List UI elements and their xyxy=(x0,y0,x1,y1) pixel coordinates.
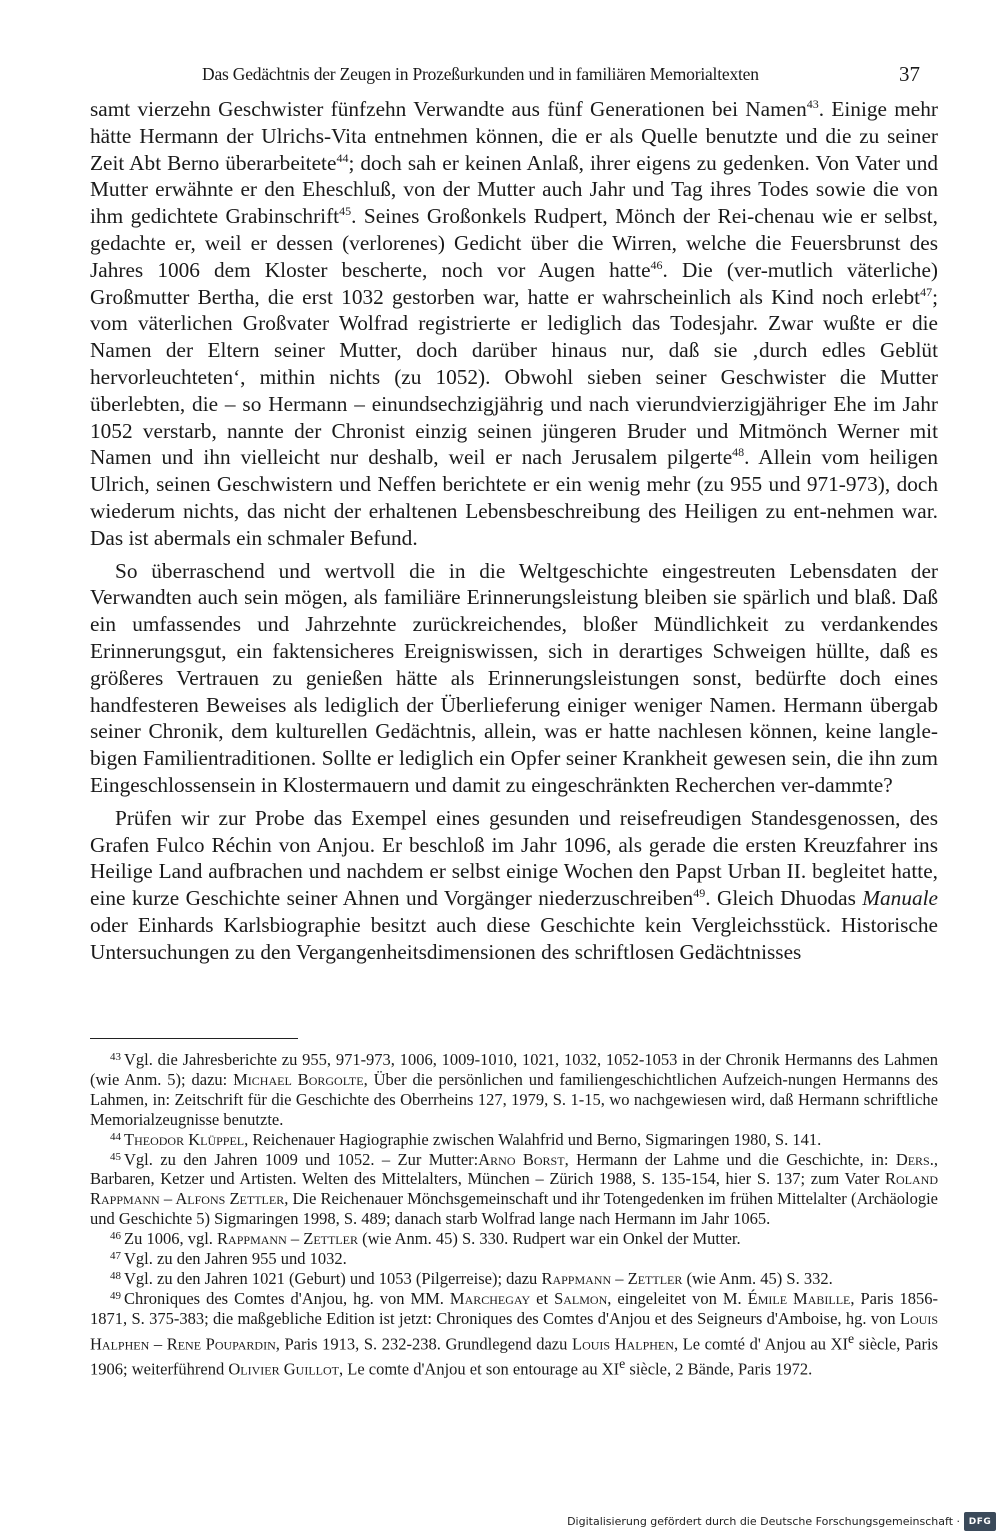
footnote-ref-48[interactable]: 48 xyxy=(732,445,745,460)
text-run: . Gleich Dhuodas xyxy=(705,886,863,911)
footnote-number: 45 xyxy=(110,1150,121,1163)
superscript: e xyxy=(619,1356,626,1372)
paragraph-1 xyxy=(90,96,938,552)
text-run: Prüfen wir zur Probe das Exempel eines gesunden und reisefreudigen Standesgenossen, des Grafen Fulco Réchin von Anjou. Er beschloß im Jahr 1096, als gerade die ersten Kreuzfahrer ins Heilige Land aufbrachen und nachdem er selbst einige Wochen den Papst Urban II. begleitet hatte, eine kurze Geschichte seiner Ahnen und Vorgänger niederzuschreiben xyxy=(90,805,938,911)
author-name: Émile Mabille xyxy=(747,1288,851,1308)
author-name: Ders. xyxy=(895,1149,934,1169)
footnote-46 xyxy=(90,1229,938,1249)
text-run: , Paris 1856-1871, S. 375-383; die maßgebliche Edition ist jetzt: Chroniques des Comtes d'Anjou et des Seigneurs d'Amboise, hg. von xyxy=(90,1288,938,1328)
page-number: 37 xyxy=(899,62,920,86)
text-run: Vgl. die Jahresberichte zu 955, 971-973, 1006, 1009-1010, 1021, 1032, 1052-1053 in der Chronik Hermanns des Lahmen (wie Anm. 5); dazu: xyxy=(90,1050,938,1089)
footnote-43 xyxy=(90,1050,938,1130)
text-run: ; doch sah er keinen Anlaß, ihrer eigens zu gedenken. Von Vater und Mutter erwähnte er den Eheschluß, von der Mutter auch Jahr und Tag ihres Todes sowie die von ihm gedichtete Grabinschrift xyxy=(90,150,939,229)
footnote-ref-43[interactable]: 43 xyxy=(806,97,819,111)
author-name: Rappmann – Zettler xyxy=(541,1268,683,1288)
running-title: Das Gedächtnis der Zeugen in Prozeßurkunden und in familiären Memorialtexten xyxy=(202,64,759,84)
footnote-47 xyxy=(90,1249,938,1269)
footnote-ref-46[interactable]: 46 xyxy=(650,257,663,272)
footnote-45 xyxy=(90,1150,938,1230)
paragraph-3 xyxy=(90,805,938,966)
text-run: siècle, 2 Bände, Paris 1972. xyxy=(625,1359,813,1379)
superscript: e xyxy=(847,1330,855,1346)
text-run: Vgl. zu den Jahren 1009 und 1052. – Zur Mutter: xyxy=(124,1149,479,1169)
text-run: , Paris 1913, S. 232-238. Grundlegend dazu xyxy=(275,1334,572,1354)
text-run: , Le comte d'Anjou et son entourage au XI xyxy=(338,1359,620,1379)
author-name: Arno Borst xyxy=(478,1149,565,1169)
text-run: Vgl. zu den Jahren 955 und 1032. xyxy=(124,1249,347,1269)
author-name: Louis Halphen – Rene Poupardin xyxy=(90,1308,938,1354)
text-run: . Die (ver-mutlich väterliche) Großmutter Bertha, die erst 1032 gestorben war, hatte er wahrscheinlich als Kind noch erlebt xyxy=(90,257,938,309)
text-run: Zu 1006, vgl. xyxy=(124,1229,218,1249)
text-run: . Einige mehr hätte Hermann der Ulrichs-Vita entnehmen können, die er als Quelle benutzte und die zu seiner Zeit Abt Berno überarbeitete xyxy=(90,97,938,175)
text-run: , Le comté d' Anjou au XI xyxy=(673,1334,848,1354)
author-name: Salmon xyxy=(554,1288,608,1308)
author-name: Rappmann – Zettler xyxy=(217,1229,358,1249)
footnote-44 xyxy=(90,1130,938,1150)
footnote-separator xyxy=(90,1038,298,1039)
text-run: (wie Anm. 45) S. 332. xyxy=(682,1268,833,1288)
text-run: (wie Anm. 45) S. 330. Rudpert war ein Onkel der Mutter. xyxy=(357,1229,741,1249)
text-run: siècle, Paris 1906; weiterführend xyxy=(90,1334,938,1379)
text-run: , eingeleitet von M. xyxy=(607,1288,748,1308)
author-name: Marchegay xyxy=(449,1288,531,1308)
footnote-ref-47[interactable]: 47 xyxy=(920,284,933,299)
text-run: , Hermann der Lahme und die Geschichte, in: xyxy=(564,1149,896,1169)
footnote-number: 43 xyxy=(110,1051,121,1063)
footnote-49 xyxy=(90,1289,938,1380)
author-name: Louis Halphen xyxy=(571,1334,674,1354)
text-run: , Die Reichenauer Mönchsgemeinschaft und ihr Totengedenken im frühen Mittelalter (Archäologie und Geschichte 5) Sigmaringen 1998, S. 489; danach starb Wolfrad lange nach Hermann im Jahr 1065. xyxy=(90,1189,939,1229)
footnote-number: 47 xyxy=(110,1250,121,1263)
main-text xyxy=(90,96,938,966)
footnotes xyxy=(90,1050,938,1380)
text-run: oder Einhards Karlsbiographie besitzt auch diese Geschichte kein Vergleichsstück. Historische Untersuchungen zu den Vergangenheitsdimensionen des schriftlosen Gedächtnisses xyxy=(90,912,938,964)
footnote-number: 44 xyxy=(110,1130,121,1143)
text-run: samt vierzehn Geschwister fünfzehn Verwandte aus fünf Generationen bei Namen xyxy=(90,97,807,121)
funding-credit: Digitalisierung gefördert durch die Deutsche Forschungsgemeinschaft · xyxy=(567,1515,960,1528)
author-name: Olivier Guillot xyxy=(228,1359,339,1379)
digitization-footer xyxy=(0,1509,1000,1536)
running-header xyxy=(90,60,920,88)
footnote-ref-49[interactable]: 49 xyxy=(693,886,706,901)
author-name: Michael Borgolte xyxy=(233,1069,364,1089)
text-run: , Über die persönlichen und familiengeschichtlichen Aufzeich-nungen Hermanns des Lahmen, in: Zeitschrift für die Geschichte des Oberrheins 127, 1979, S. 1-15, wo nachgewiesen wird, daß Hermann schriftliche Memorialzeugnisse benutzte. xyxy=(90,1069,939,1129)
text-run: , Reichenauer Hagiographie zwischen Walahfrid und Berno, Sigmaringen 1980, S. 141. xyxy=(244,1129,822,1149)
footnote-ref-45[interactable]: 45 xyxy=(339,204,352,219)
paragraph-2: So überraschend und wertvoll die in die Weltgeschichte eingestreuten Lebensdaten der Verwandten auch sein mögen, als familiäre Erinnerungsleistung bleiben sie spärlich und blaß. Daß ein umfassendes und Jahrzehnte zurückreichendes, bloßer Mündlichkeit zu verdankendes Erinnerungsgut, ein faktensicheres Ereigniswissen, sich in derartiges Schweigen hüllte, daß es größeres Vertrauen zu genießen hätte als Erinnerungsleistungen sonst, bedürfte doch eines handfesteren Beweises als lediglich der Überlieferung einiger weniger Namen. Hermann übergab seiner Chronik, dem kulturellen Gedächtnis, allein, was er hatte nachlesen können, keine langle-bigen Familientraditionen. Sollte er lediglich ein Opfer seiner Krankheit gewesen sein, die ihn zum Eingeschlossensein in Klostermauern und damit zu eingeschränkten Recherchen ver-dammte? xyxy=(90,558,938,797)
text-run: Chroniques des Comtes d'Anjou, hg. von MM. xyxy=(124,1288,450,1308)
footnote-48 xyxy=(90,1269,938,1289)
text-run: . Seines Großonkels Rudpert, Mönch der Rei-chenau wie er selbst, gedachte er, weil er dessen (verlorenes) Gedicht über die Wirren, welche die Feuersbrunst des Jahres 1006 dem Kloster bescherte, noch vor Augen hatte xyxy=(90,204,938,282)
dfg-logo[interactable]: DFG xyxy=(964,1512,996,1531)
footnote-ref-44[interactable]: 44 xyxy=(336,150,349,165)
footnote-number: 46 xyxy=(110,1230,121,1243)
author-name: Theodor Klüppel xyxy=(124,1129,245,1149)
author-name: Roland Rappmann – Alfons Zettler xyxy=(90,1169,938,1209)
text-run: ; vom väterlichen Großvater Wolfrad registrierte er lediglich das Todesjahr. Zwar wußte er die Namen der Eltern seiner Mutter, doch darüber hinaus nur, daß sie ‚durch edles Geblüt hervorleuchteten‘, mithin nichts (zu 1052). Obwohl sieben seiner Geschwister die Mutter überlebten, die – so Hermann – einundsechzigjährig und nach vierundvierzigjähriger Ehe im Jahr 1052 verstarb, nannte der Chronist einzig seinen jüngeren Bruder und Mitmönch Werner mit Namen und ihn vielleicht nur deshalb, weil er nach Jerusalem pilgerte xyxy=(90,284,938,470)
text-run: et xyxy=(530,1288,555,1308)
work-title-manuale: Manuale xyxy=(862,886,938,911)
text-run: , Barbaren, Ketzer und Artisten. Welten des Mittelalters, München – Zürich 1988, S. 135-154, hier S. 137; zum Vater xyxy=(90,1149,938,1189)
text-run: Vgl. zu den Jahren 1021 (Geburt) und 1053 (Pilgerreise); dazu xyxy=(124,1268,542,1288)
text-run: . Allein vom heiligen Ulrich, seinen Geschwistern und Neffen berichtete er ein wenig mehr (zu 955 und 971-973), doch wiederum nichts, das nicht der erhaltenen Lebensbeschreibung des Heiligen zu ent-nehmen war. Das ist abermals ein schmaler Befund. xyxy=(90,445,938,550)
footnote-number: 49 xyxy=(110,1289,121,1302)
footnote-number: 48 xyxy=(110,1269,121,1282)
